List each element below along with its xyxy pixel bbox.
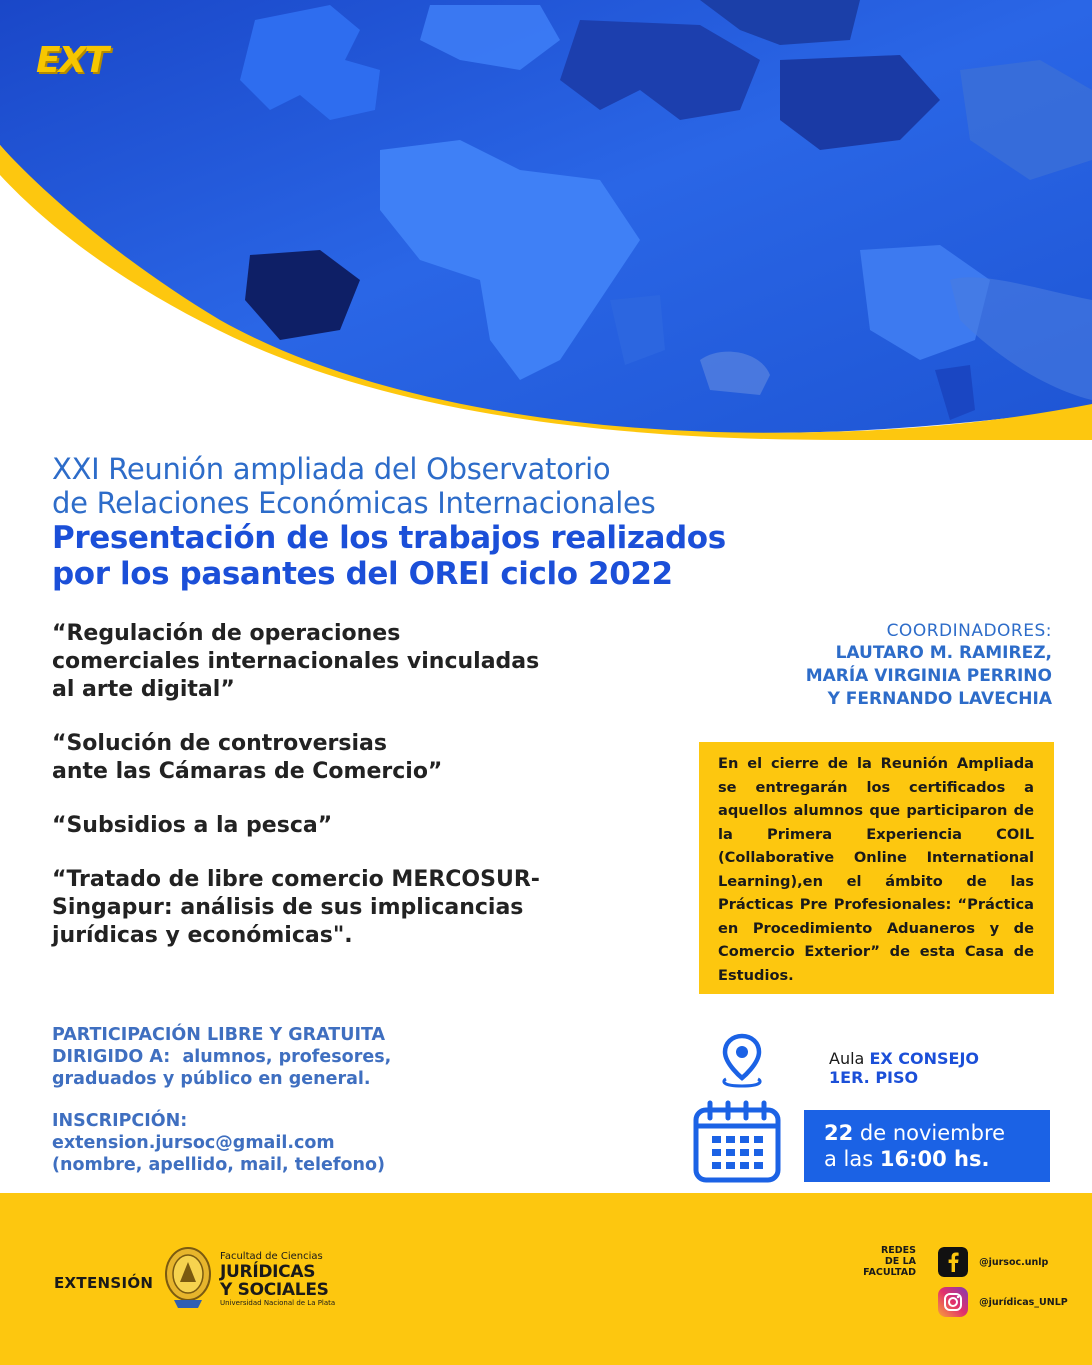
date-day: 22	[824, 1121, 854, 1145]
instagram-icon	[938, 1287, 968, 1317]
social-label	[840, 1245, 916, 1278]
time-prefix: a las	[824, 1147, 874, 1171]
registration-label: INSCRIPCIÓN:	[52, 1111, 188, 1131]
facebook-link[interactable]	[938, 1247, 1048, 1277]
world-puzzle-illustration	[0, 0, 1092, 440]
certificate-note: En el cierre de la Reunión Ampliada se entregarán los certificados a aquellos alumnos que participaron de la Primera Experiencia COIL (Collaborative Online International Learning),en el ámbito de las Prácticas Pre Profesionales: “Práctica en Procedimiento Aduaneros y de Comercio Exterior” de esta Casa de Estudios.	[699, 742, 1054, 994]
talks-list	[52, 620, 652, 976]
instagram-handle: @jurídicas_UNLP	[979, 1296, 1068, 1308]
event-title	[52, 452, 932, 592]
social-label-2: DE LA	[884, 1256, 916, 1267]
faculty-line-1: Facultad de Ciencias	[220, 1251, 323, 1262]
date-month: de noviembre	[859, 1121, 1006, 1145]
instagram-link[interactable]	[938, 1287, 1068, 1317]
social-label-1: REDES	[880, 1245, 916, 1256]
ext-logo: EXT	[36, 40, 107, 81]
location-pin-icon	[720, 1033, 764, 1089]
facebook-handle: @jursoc.unlp	[979, 1256, 1049, 1268]
talk-item: “Solución de controversias ante las Cámaras de Comercio”	[52, 731, 443, 784]
title-line-4: por los pasantes del OREI ciclo 2022	[52, 556, 673, 592]
registration-email[interactable]: extension.jursoc@gmail.com	[52, 1133, 335, 1153]
faculty-logo	[220, 1251, 335, 1308]
talk-item: “Regulación de operaciones comerciales internacionales vinculadas al arte digital”	[52, 621, 540, 702]
event-time: 16:00 hs.	[879, 1147, 990, 1171]
talk-item: “Tratado de libre comercio MERCOSUR- Singapur: análisis de sus implicancias jurídicas y económicas".	[52, 867, 540, 948]
audience-label: DIRIGIDO A:	[52, 1047, 171, 1067]
title-line-1: XXI Reunión ampliada del Observatorio	[52, 452, 611, 486]
venue	[829, 1049, 979, 1087]
event-date	[804, 1110, 1050, 1182]
hero-image	[0, 0, 1092, 440]
title-line-2: de Relaciones Económicas Internacionales	[52, 486, 656, 520]
audience-value: alumnos, profesores,	[182, 1047, 392, 1067]
university-seal-icon	[164, 1246, 212, 1312]
social-label-3: FACULTAD	[863, 1267, 916, 1278]
faculty-line-2: JURÍDICAS	[220, 1262, 316, 1282]
extension-label: EXTENSIÓN	[54, 1274, 154, 1292]
participation-info	[52, 1024, 612, 1176]
venue-prefix: Aula	[829, 1049, 865, 1068]
coordinator-name: LAUTARO M. RAMIREZ,	[835, 643, 1052, 663]
coordinators	[632, 620, 1052, 711]
participation-line: PARTICIPACIÓN LIBRE Y GRATUITA	[52, 1025, 386, 1045]
venue-room: EX CONSEJO	[869, 1049, 980, 1068]
faculty-line-4: Universidad Nacional de La Plata	[220, 1299, 336, 1307]
coordinators-label: COORDINADORES:	[886, 621, 1052, 641]
registration-detail: (nombre, apellido, mail, telefono)	[52, 1155, 385, 1175]
talk-item: “Subsidios a la pesca”	[52, 813, 333, 838]
audience-line	[52, 1046, 612, 1068]
coordinator-name: MARÍA VIRGINIA PERRINO	[805, 666, 1052, 686]
title-line-3: Presentación de los trabajos realizados	[52, 520, 726, 556]
audience-line-2: graduados y público en general.	[52, 1069, 371, 1089]
calendar-icon	[692, 1100, 782, 1184]
faculty-line-3: Y SOCIALES	[220, 1280, 329, 1300]
coordinator-name: Y FERNANDO LAVECHIA	[827, 689, 1052, 709]
venue-floor: 1ER. PISO	[829, 1068, 919, 1087]
facebook-icon	[938, 1247, 968, 1277]
